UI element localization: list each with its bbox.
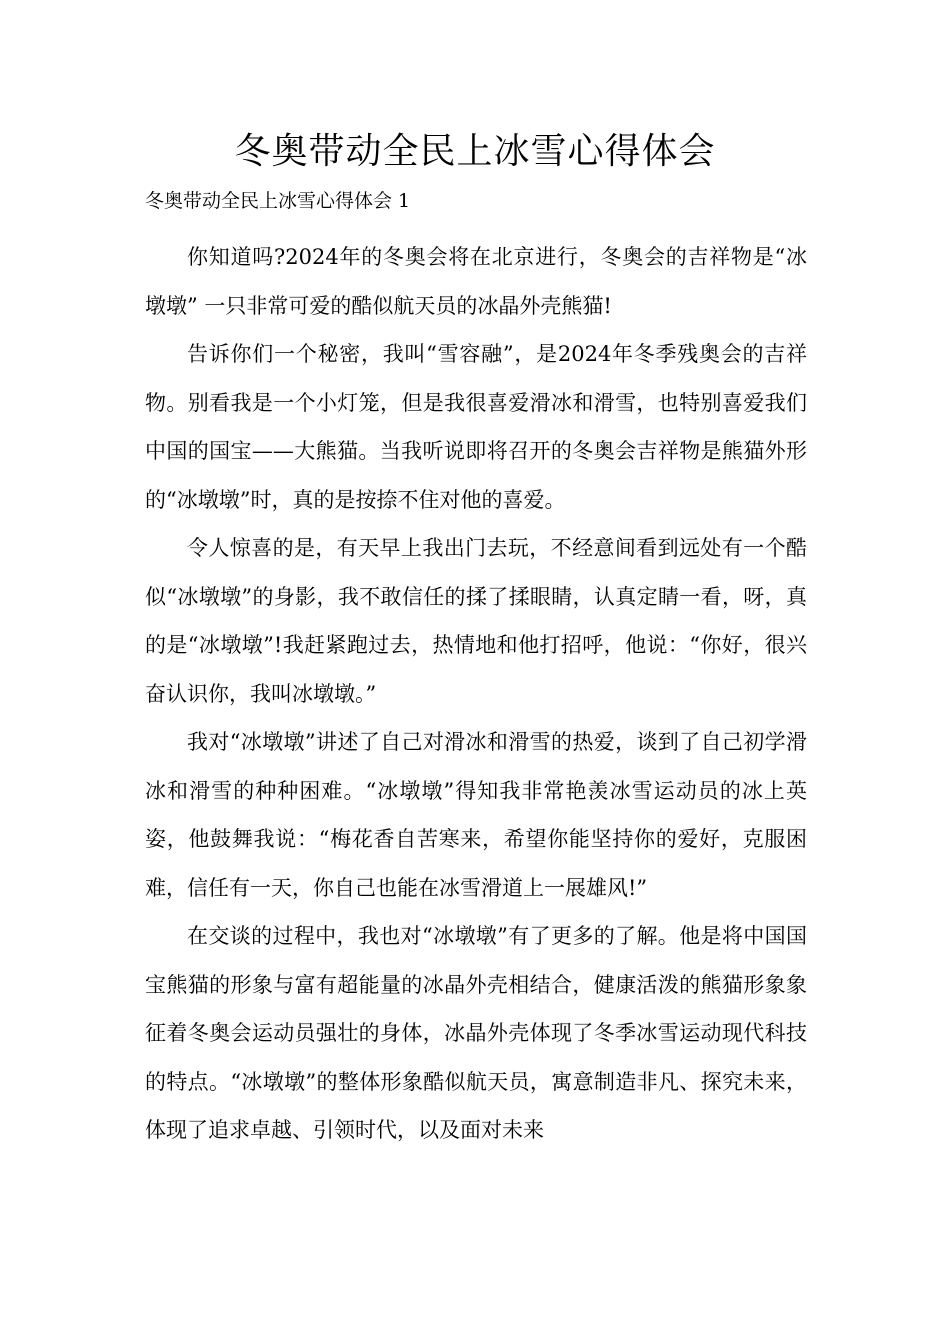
- paragraph: 我对“冰墩墩”讲述了自己对滑冰和滑雪的热爱，谈到了自己初学滑冰和滑雪的种种困难。“冰墩墩”得知我非常艳羡冰雪运动员的冰上英姿，他鼓舞我说：“梅花香自苦寒来，希望你能坚持你的爱好，克服困难，信任有一天，你自己也能在冰雪滑道上一展雄风!”: [145, 730, 807, 900]
- paragraph: 在交谈的过程中，我也对“冰墩墩”有了更多的了解。他是将中国国宝熊猫的形象与富有超能量的冰晶外壳相结合，健康活泼的熊猫形象象征着冬奥会运动员强壮的身体，冰晶外壳体现了冬季冰雪运动现代科技的特点。“冰墩墩”的整体形象酷似航天员，寓意制造非凡、探究未来，体现了追求卓越、引领时代，以及面对未来: [145, 924, 807, 1142]
- document-title: 冬奥带动全民上冰雪心得体会: [234, 131, 716, 172]
- paragraph: 告诉你们一个秘密，我叫“雪容融”，是2024年冬季残奥会的吉祥物。别看我是一个小灯笼，但是我很喜爱滑冰和滑雪，也特别喜爱我们中国的国宝——大熊猫。当我听说即将召开的冬奥会吉祥物是熊猫外形的“冰墩墩”时，真的是按捺不住对他的喜爱。: [145, 342, 807, 512]
- paragraph: 令人惊喜的是，有天早上我出门去玩，不经意间看到远处有一个酷似“冰墩墩”的身影，我不敢信任的揉了揉眼睛，认真定睛一看，呀，真的是“冰墩墩”!我赶紧跑过去，热情地和他打招呼，他说：“你好，很兴奋认识你，我叫冰墩墩。”: [145, 536, 807, 706]
- paragraph: 你知道吗?2024年的冬奥会将在北京进行，冬奥会的吉祥物是“冰墩墩” 一只非常可爱的酷似航天员的冰晶外壳熊猫!: [145, 245, 807, 318]
- document-body: [145, 233, 807, 1155]
- document-subtitle: 冬奥带动全民上冰雪心得体会 1: [145, 190, 411, 212]
